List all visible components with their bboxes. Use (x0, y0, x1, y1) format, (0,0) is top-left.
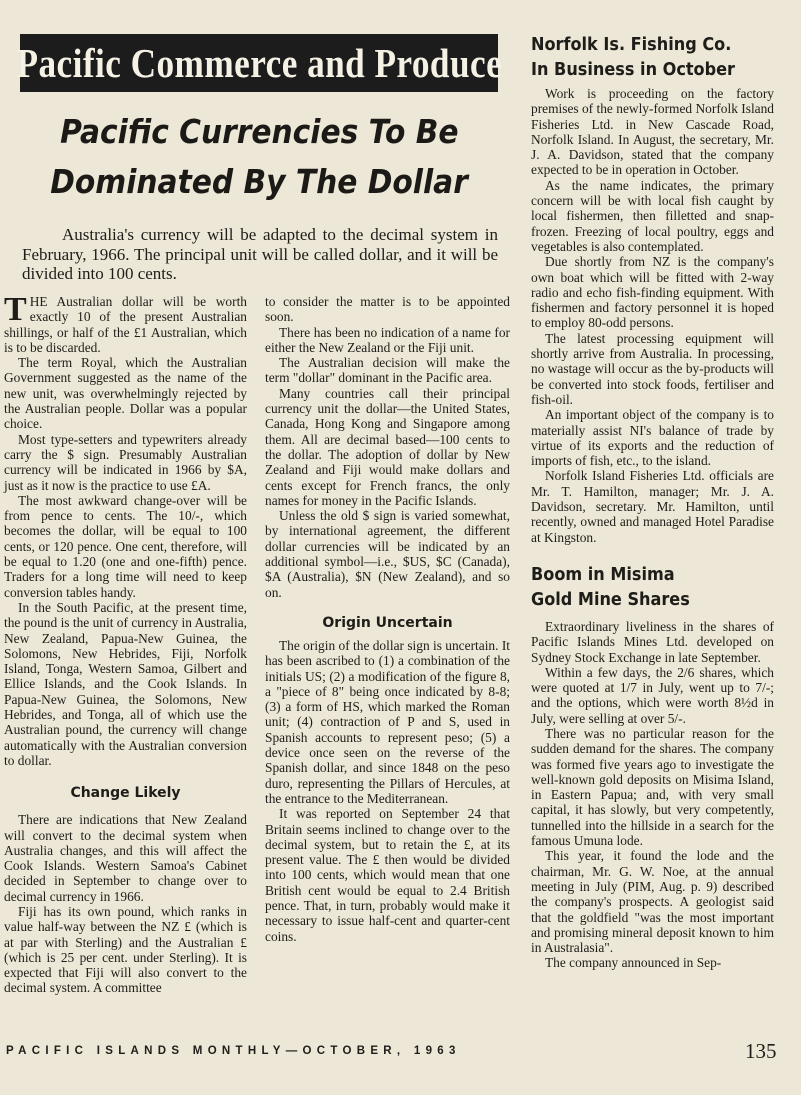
paragraph: This year, it found the lode and the chairman, Mr. G. W. Noe, at the annual meeting in July (PIM, Aug. p. 9) described the company's prospects. A geologist said that the goldfield "was the most important and promising mineral deposit known to him in Australasia". (531, 848, 774, 956)
article-column-3 (531, 33, 774, 971)
paragraph: Extraordinary liveliness in the shares of Pacific Islands Mines Ltd. developed on Sydney Stock Exchange in late September. (531, 618, 774, 665)
article-heading-norfolk: Norfolk Is. Fishing Co. (531, 35, 732, 55)
paragraph: There are indications that New Zealand will convert to the decimal system when Australia changes, and this will affect the Cook Islands. Western Samoa's Cabinet decided in September to change over to decimal currency in 1966. (4, 812, 247, 904)
article-heading-misima: Boom in Misima (531, 564, 675, 585)
paragraph: Within a few days, the 2/6 shares, which were quoted at 1/7 in July, went up to 7/-; and the options, which were worth 8½d in July, were selling at over 5/-. (531, 664, 774, 726)
page-footer: PACIFIC ISLANDS MONTHLY—OCTOBER, 1963 (6, 1045, 461, 1057)
intro-paragraph: Australia's currency will be adapted to the decimal system in February, 1966. The principal unit will be called dollar, and it will be divided into 100 cents. (22, 225, 498, 283)
article-column-1 (4, 291, 247, 996)
paragraph: Norfolk Island Fisheries Ltd. officials are Mr. T. Hamilton, manager; Mr. J. A. Davidson, secretary. Mr. Hamilton, until recently, owned and managed Hotel Paradise at Kingston. (531, 468, 774, 545)
headline-text-2: Dominated By The Dollar (50, 162, 468, 201)
paragraph: There was no particular reason for the sudden demand for the shares. The company was formed five years ago to investigate the well-known gold deposits on Misima Island, in Eastern Papua; and, with very small capital, it has slowly, but very competently, tunnelled into the hillside in a search for the famous Umuna lode. (531, 725, 774, 849)
paragraph: Unless the old $ sign is varied somewhat, by international agreement, the different dollar currencies will be indicated by an additional symbol—i.e., $US, $C (Canada), $A (Australia), $N (New Zealand), and so on. (265, 508, 510, 600)
paragraph: The term Royal, which the Australian Government suggested as the name of the new unit, was overwhelmingly rejected by the Australian people. Dollar was a popular choice. (4, 355, 247, 432)
paragraph: There has been no indication of a name for either the New Zealand or the Fiji unit. (265, 324, 510, 355)
paragraph: The origin of the dollar sign is uncertain. It has been ascribed to (1) a combination of the initials US; (2) a modification of the figure 8, a "piece of 8" being once indicated by 8-8; (3) a form of HS, which marked the Roman unit; (4) contraction of P and S, used in Spanish accounts to represent peso; (5) a device once seen on the reverse of the Spanish dollar, and since 1848 on the peso duro, representing the Pillars of Hercules, at the entrance to the Mediterranean. (265, 637, 510, 806)
headline-line-2 (20, 162, 498, 201)
article-column-2 (265, 294, 510, 944)
headline-text-1: Pacific Currencies To Be (59, 112, 459, 151)
section-banner (16, 34, 502, 92)
paragraph: The most awkward change-over will be from pence to cents. The 10/-, which becomes the dollar, will be equal to 100 cents, or 120 pence. One cent, therefore, will be equal to 1.20 (one and one-fifth) pence. Traders for a long time will need to keep conversion tables handy. (4, 492, 247, 600)
subheading-origin-uncertain: Origin Uncertain (322, 614, 453, 631)
paragraph: to consider the matter is to be appointed soon. (265, 294, 510, 325)
paragraph: In the South Pacific, at the present time, the pound is the unit of currency in Australia, New Zealand, Papua-New Guinea, the Solomons, New Hebrides, Fiji, Norfolk Island, Tonga, Western Samoa, Gilbert and Ellice Islands, and the Cook Islands. In Papua-New Guinea, the Solomons, New Hebrides, and Tonga, all of which use the Australian pound, the currency will change automatically with the Australian conversion to dollar. (4, 599, 247, 768)
paragraph: It was reported on September 24 that Britain seems inclined to change over to the decimal system, but to retain the £, at its present value. The £ then would be divided into 100 cents, which would mean that one British cent would be equal to 2.4 British pence. That, in turn, probably would make it necessary to issue half-cent and quarter-cent coins. (265, 806, 510, 944)
paragraph: THE Australian dollar will be worth exactly 10 of the present Australian shillings, or half of the £1 Australian, which is to be discarded. (4, 291, 247, 355)
article-heading-norfolk-line-2: In Business in October (531, 60, 736, 80)
article-heading-misima-line-2: Gold Mine Shares (531, 589, 690, 610)
paragraph: Most type-setters and typewriters already carry the $ sign. Presumably Australian currency will be indicated in 1966 by $A, just as it now is the practice to use £A. (4, 431, 247, 493)
banner-title: Pacific Commerce and Produce (16, 40, 502, 86)
paragraph: Many countries call their principal currency unit the dollar—the United States, Canada, Hong Kong and Singapore among them. All are decimal based—100 cents to the dollar. The adoption of dollar by New Zealand and Fiji would make dollars and cents except for French francs, the only names for money in the Pacific Islands. (265, 385, 510, 508)
page-number: 135 (745, 1039, 777, 1063)
paragraph: The company announced in Sep- (545, 955, 722, 971)
paragraph: An important object of the company is to materially assist NI's balance of trade by virtue of its exports and the reduction of imports of fish, etc., to the island. (531, 407, 774, 469)
subheading-change-likely: Change Likely (70, 785, 181, 802)
headline-line-1 (20, 112, 498, 151)
paragraph: As the name indicates, the primary concern will be with local fish caught by local fishermen, then filletted and snap-frozen. Freezing of local poultry, eggs and vegetables is also contemplated. (531, 177, 774, 254)
drop-cap: T (4, 291, 27, 328)
paragraph: The Australian decision will make the term "dollar" dominant in the Pacific area. (265, 355, 510, 386)
paragraph: Work is proceeding on the factory premises of the newly-formed Norfolk Island Fisheries Ltd. in New Cascade Road, Norfolk Island. In August, the secretary, Mr. J. A. Davidson, stated that the company expected to be in operation in October. (531, 86, 774, 178)
paragraph: The latest processing equipment will shortly arrive from Australia. In processing, no wastage will occur as the by-products will be converted into stock foods, fertiliser and fish-oil. (531, 330, 774, 407)
paragraph: Due shortly from NZ is the company's own boat which will be fitted with 2-way radio and echo fish-finding equipment. With fishermen and factory personnel it is hoped to employ 80-odd persons. (531, 254, 774, 331)
paragraph: Fiji has its own pound, which ranks in value half-way between the NZ £ (which is at par with Sterling) and the Australian £ (which is 25 per cent. under Sterling). It is expected that Fiji will also convert to the decimal system. A committee (4, 903, 247, 996)
